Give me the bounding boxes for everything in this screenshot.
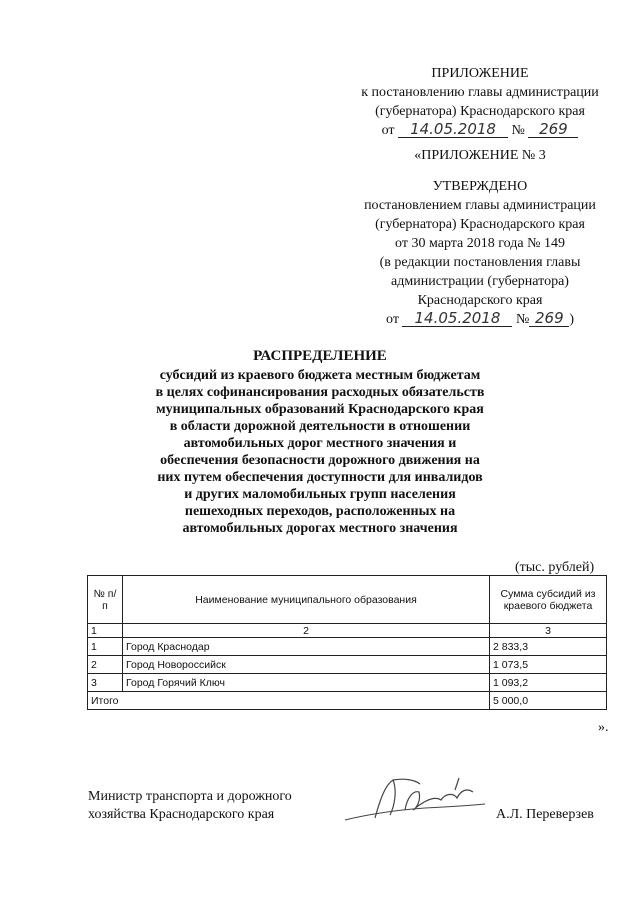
table-row [88, 638, 607, 656]
table-total-row [88, 692, 607, 710]
approved-line-6: Краснодарского края [417, 293, 543, 308]
table-header-row [88, 576, 607, 624]
title-line-7: них путем обеспечения доступности для инвалидов [157, 470, 483, 485]
title-line-4: в области дорожной деятельности в отношении [169, 419, 471, 434]
title-line-1: субсидий из краевого бюджета местным бюджетам [159, 368, 481, 383]
index-cell: 2 [123, 624, 490, 638]
approved-number-label: № [515, 312, 530, 327]
approved-line-3: от 30 марта 2018 года № 149 [395, 236, 565, 251]
index-cell: 3 [490, 624, 607, 638]
appendix-governor: (губернатора) Краснодарского края [375, 104, 585, 119]
approved-from-label: от [386, 312, 399, 327]
table-index-row [88, 624, 607, 638]
table-row [88, 674, 607, 692]
number-handwritten: 269 [528, 121, 578, 138]
table-row [88, 656, 607, 674]
title-line-10: автомобильных дорогах местного значения [182, 521, 458, 536]
title-line-6: обеспечения безопасности дорожного движения на [160, 453, 480, 468]
number-label: № [511, 123, 525, 138]
approved-line-1: постановлением главы администрации [364, 198, 596, 213]
signatory-position [88, 788, 292, 824]
units-label: (тыс. рублей) [515, 560, 595, 575]
appendix-date-line [330, 121, 630, 140]
row-num: 3 [88, 674, 123, 692]
header-num: № п/п [88, 576, 123, 624]
total-label: Итого [88, 692, 490, 710]
approved-block [330, 146, 630, 329]
approved-word: УТВЕРЖДЕНО [432, 179, 528, 194]
title-line-2: в целях софинансирования расходных обязательств [155, 385, 485, 400]
approved-close-paren: ) [569, 312, 574, 327]
title-line-9: пешеходных переходов, расположенных на [184, 504, 456, 519]
appendix-3-label: «ПРИЛОЖЕНИЕ № 3 [414, 148, 546, 163]
appendix-title: ПРИЛОЖЕНИЕ [431, 66, 529, 81]
approved-number-handwritten: 269 [529, 310, 569, 327]
row-name: Город Новороссийск [123, 656, 490, 674]
signatory-position-line-1: Министр транспорта и дорожного [88, 789, 292, 804]
header-name: Наименование муниципального образования [123, 576, 490, 624]
signatory-name: А.Л. Переверзев [496, 807, 594, 822]
row-num: 2 [88, 656, 123, 674]
approved-line-2: (губернатора) Краснодарского края [375, 217, 585, 232]
document-title [120, 348, 520, 537]
signatory-position-line-2: хозяйства Краснодарского края [88, 807, 275, 822]
title-line-3: муниципальных образований Краснодарского края [156, 402, 484, 417]
total-sum: 5 000,0 [490, 692, 607, 710]
closing-quote: ». [598, 720, 609, 735]
from-label: от [381, 123, 395, 138]
approved-date-handwritten: 14.05.2018 [402, 310, 512, 327]
date-handwritten: 14.05.2018 [398, 121, 508, 138]
handwritten-signature [335, 770, 495, 830]
appendix-header [330, 64, 630, 140]
row-name: Город Краснодар [123, 638, 490, 656]
title-line-5: автомобильных дорог местного значения и [183, 436, 457, 451]
header-sum: Сумма субсидий из краевого бюджета [490, 576, 607, 624]
approved-date-line [330, 310, 630, 329]
row-sum: 2 833,3 [490, 638, 607, 656]
index-cell: 1 [88, 624, 123, 638]
distribution-table [87, 575, 607, 710]
title-line-8: и других маломобильных групп населения [184, 487, 456, 502]
title-heading: РАСПРЕДЕЛЕНИЕ [253, 348, 387, 364]
row-name: Город Горячий Ключ [123, 674, 490, 692]
row-sum: 1 073,5 [490, 656, 607, 674]
approved-line-5: администрации (губернатора) [391, 274, 569, 289]
appendix-to-resolution: к постановлению главы администрации [361, 85, 599, 100]
row-sum: 1 093,2 [490, 674, 607, 692]
row-num: 1 [88, 638, 123, 656]
approved-line-4: (в редакции постановления главы [379, 255, 581, 270]
